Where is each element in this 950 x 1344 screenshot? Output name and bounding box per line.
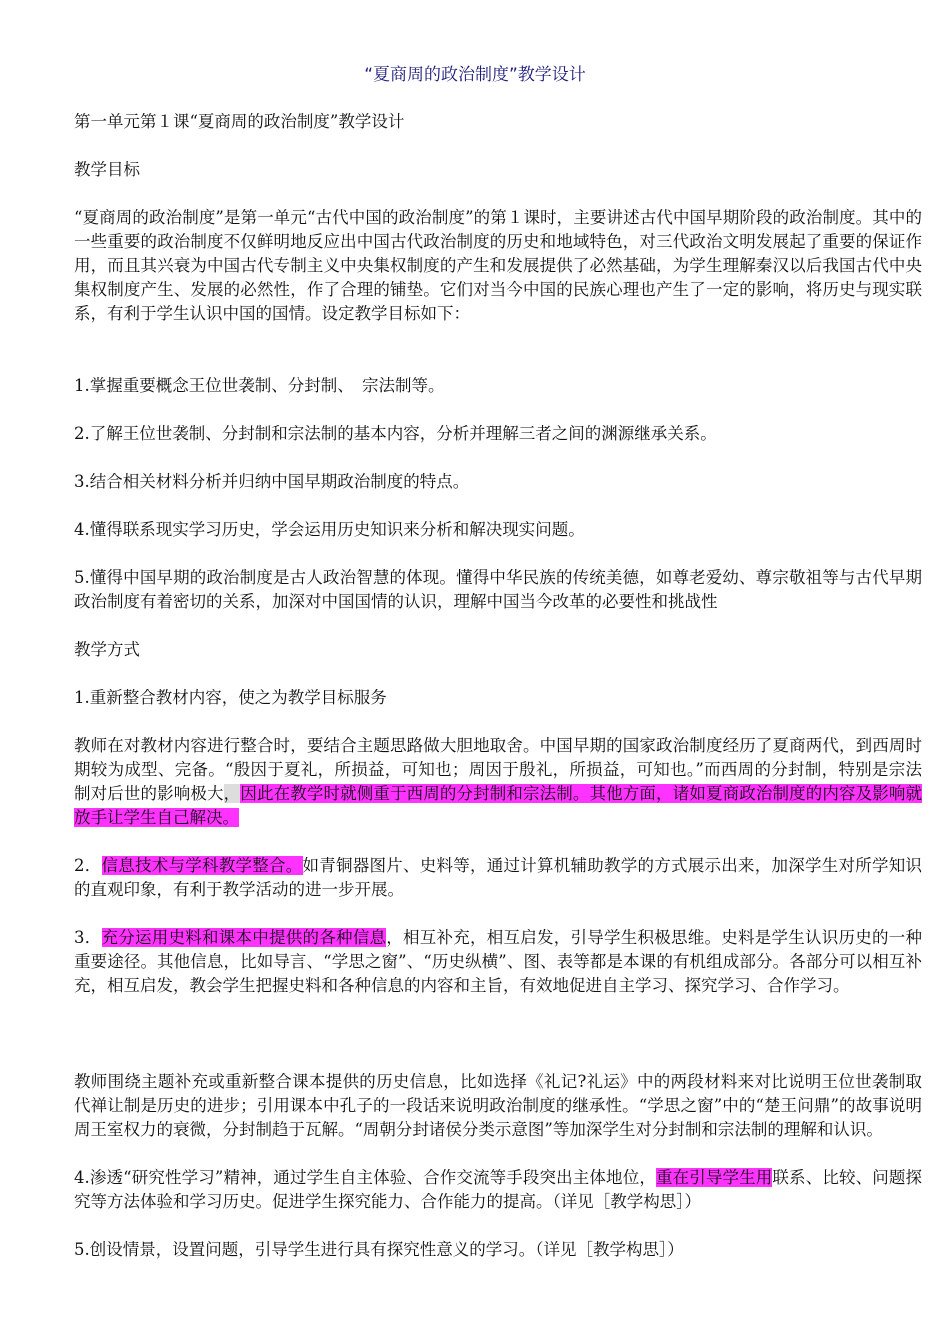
goal-item-1: 1.掌握重要概念王位世袭制、分封制、 宗法制等。 — [74, 376, 445, 395]
intro-paragraph: “夏商周的政治制度”是第一单元“古代中国的政治制度”的第１课时，主要讲述古代中国早期阶段的政治制度。其中的一些重要的政治制度不仅鲜明地反应出中国古代政治制度的历史和地域特色，对三代政治文明发展起了重要的保证作用，而且其兴衰为中国古代专制主义中央集权制度的产生和发展提供了必然基础，为学生理解秦汉以后我国古代中央集权制度产生、发展的必然性，作了合理的铺垫。它们对当今中国的民族心理也产生了一定的影响，将历史与现实联系，有利于学生认识中国的国情。设定教学目标如下： — [74, 208, 922, 323]
heading-methods: 教学方式 — [74, 640, 140, 659]
method-4-text-pre: 4.渗透“研究性学习”精神，通过学生自主体验、合作交流等手段突出主体地位， — [74, 1168, 656, 1187]
heading-goals: 教学目标 — [74, 160, 140, 179]
lesson-subtitle: 第一单元第１课“夏商周的政治制度”教学设计 — [74, 112, 405, 131]
goal-item-5: 5.懂得中国早期的政治制度是古人政治智慧的体现。懂得中华民族的传统美德，如尊老爱幼、尊宗敬祖等与古代早期政治制度有着密切的关系，加深对中国国情的认识，理解中国当今改革的必要性和挑战性 — [74, 568, 922, 611]
method-item-1: 1.重新整合教材内容，使之为教学目标服务 — [74, 688, 387, 707]
method-2-number: 2． — [74, 856, 102, 875]
method-3-text: ，相互补充，相互启发，引导学生积极思维。史料是学生认识历史的一种重要途径。其他信息，比如导言、“学思之窗”、“历史纵横”、图、表等都是本课的有机组成部分。各部分可以相互补充，相互启发，教会学生把握史料和各种信息的内容和主旨，有效地促进自主学习、探究学习、合作学习。 — [74, 928, 922, 995]
method-3-paragraph — [74, 926, 922, 998]
method-2-text: 如青铜器图片、史料等，通过计算机辅助教学的方式展示出来，加深学生对所学知识的直观印象，有利于教学活动的进一步开展。 — [74, 856, 922, 899]
method-4-paragraph — [74, 1166, 922, 1214]
goal-item-3: 3.结合相关材料分析并归纳中国早期政治制度的特点。 — [74, 472, 470, 491]
goal-item-2: 2.了解王位世袭制、分封制和宗法制的基本内容，分析并理解三者之间的渊源继承关系。 — [74, 424, 717, 443]
method-2-paragraph — [74, 854, 922, 902]
method-1-paragraph — [74, 734, 922, 830]
method-3-number: 3． — [74, 928, 102, 947]
method-4-text: 联系、比较、问题探究等方法体验和学习历史。促进学生探究能力、合作能力的提高。（详见［教学构思］） — [74, 1168, 923, 1211]
method-3-highlight: 充分运用史料和课本中提供的各种信息 — [101, 928, 387, 947]
method-3-supplement: 教师围绕主题补充或重新整合课本提供的历史信息，比如选择《礼记?礼运》中的两段材料来对比说明王位世袭制取代禅让制是历史的进步；引用课本中孔子的一段话来说明政治制度的继承性。“学思之窗”中的“楚王问鼎”的故事说明周王室权力的衰微，分封制趋于瓦解。“周朝分封诸侯分类示意图”等加深学生对分封制和宗法制的理解和认识。 — [74, 1072, 922, 1139]
document-title: “夏商周的政治制度”教学设计 — [364, 65, 586, 85]
method-1-highlight: 因此在教学时就侧重于西周的分封制和宗法制。其他方面，诸如夏商政治制度的内容及影响就放手让学生自己解决。 — [74, 784, 923, 827]
method-2-highlight: 信息技术与学科教学整合。 — [101, 856, 303, 875]
goal-item-4: 4.懂得联系现实学习历史，学会运用历史知识来分析和解决现实问题。 — [74, 520, 585, 539]
method-4-highlight: 重在引导学生用 — [655, 1168, 773, 1187]
method-item-5: 5.创设情景，设置问题，引导学生进行具有探究性意义的学习。（详见［教学构思］） — [74, 1240, 684, 1259]
method-1-punct: ， — [223, 784, 241, 803]
method-1-text: 教师在对教材内容进行整合时，要结合主题思路做大胆地取舍。中国早期的国家政治制度经历了夏商两代，到西周时期较为成型、完备。“殷因于夏礼，所损益，可知也；周因于殷礼，所损益，可知也。”而西周的分封制，特别是宗法制对后世的影响极大 — [74, 736, 922, 803]
